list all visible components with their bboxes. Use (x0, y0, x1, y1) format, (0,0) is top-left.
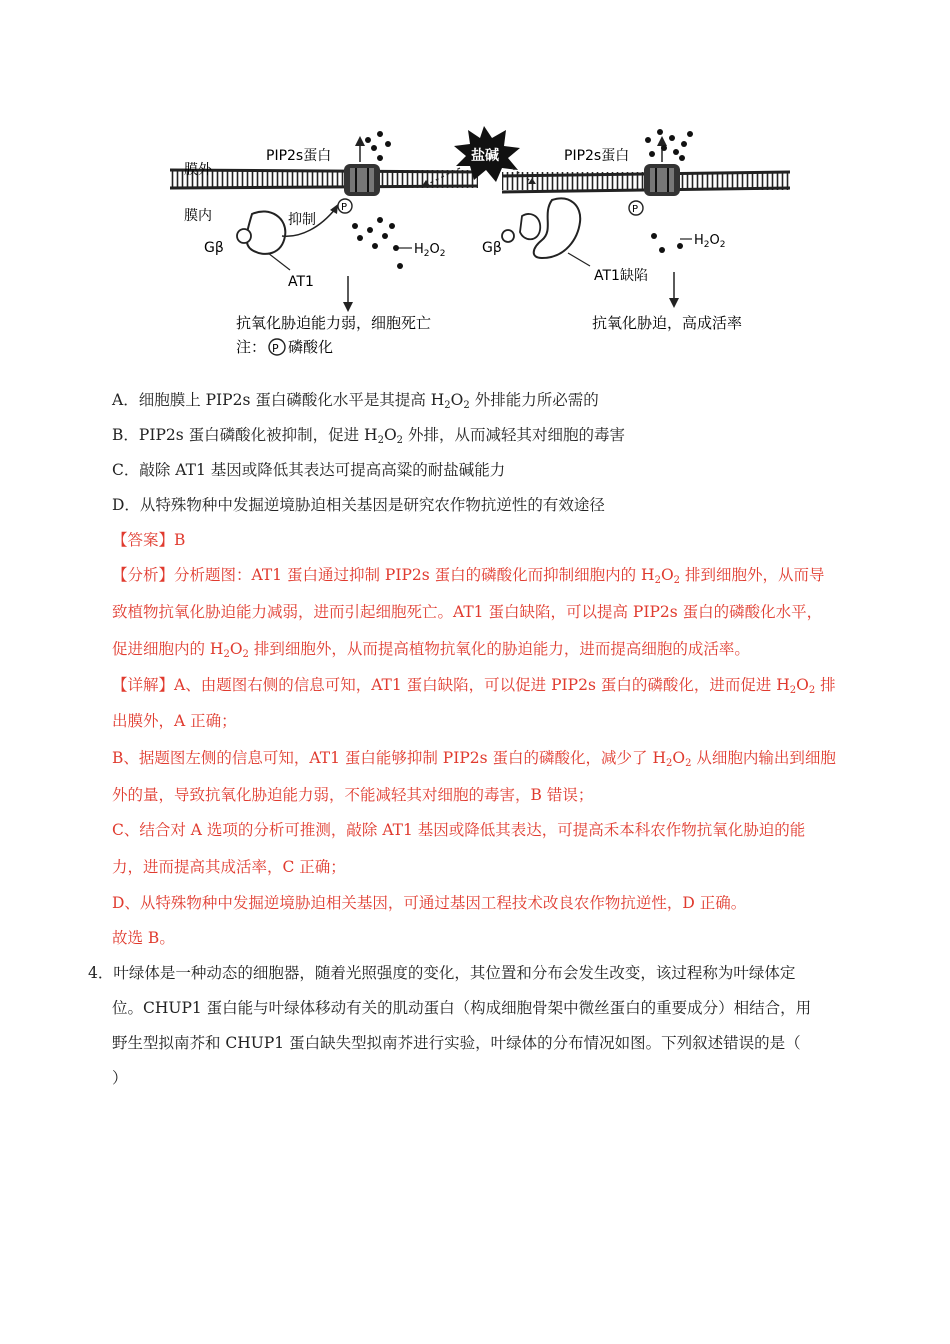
q4-line-2: 位。CHUP1 蛋白能与叶绿体移动有关的肌动蛋白（构成细胞骨架中微丝蛋白的重要成分）相结合，用 (112, 999, 812, 1017)
salt-alkali-label: 盐碱 (471, 148, 499, 164)
svg-text:P: P (272, 342, 279, 355)
q4-line-1: 4．叶绿体是一种动态的细胞器，随着光照强度的变化，其位置和分布会发生改变，该过程称为叶绿体定 (88, 964, 796, 982)
result-left-label: 抗氧化胁迫能力弱，细胞死亡 (236, 314, 432, 332)
gbeta-label-right: Gβ (482, 240, 502, 256)
detail-b-line-2: 外的量，导致抗氧化胁迫能力弱，不能减轻其对细胞的毒害，B 错误； (112, 786, 594, 804)
option-a: A．细胞膜上 PIP2s 蛋白磷酸化水平是其提高 $H_2O_2$ 外排能力所必需的 (112, 391, 599, 411)
inhibit-label: 抑制 (288, 212, 316, 228)
pip2s-channel-right (644, 164, 680, 196)
h2o2-label-right: $H_2O_2$ (694, 233, 726, 250)
pip2s-channel-left (344, 164, 380, 196)
gbeta-label-left: Gβ (204, 240, 224, 256)
detail-choose: 故选 B。 (112, 929, 175, 947)
h2o2-dots-left-outside (365, 131, 391, 161)
at1-protein-left (247, 211, 286, 253)
option-c: C．敲除 AT1 基因或降低其表达可提高高粱的耐盐碱能力 (112, 461, 506, 479)
inside-label: 膜内 (184, 208, 212, 224)
detail-d-line-1: D、从特殊物种中发掘逆境胁迫相关基因，可通过基因工程技术改良农作物抗逆性，D 正确。 (112, 894, 747, 912)
q4-line-3: 野生型拟南芥和 CHUP1 蛋白缺失型拟南芥进行实验，叶绿体的分布情况如图。下列叙述错误的是（ (112, 1034, 801, 1052)
gbeta-right (502, 230, 514, 242)
h2o2-dots-right-inside (651, 233, 683, 253)
p-mark-right: P (632, 204, 639, 215)
h2o2-dots-right-outside (645, 129, 693, 161)
option-d: D．从特殊物种中发掘逆境胁迫相关基因是研究农作物抗逆性的有效途径 (112, 496, 605, 514)
membrane-left (170, 170, 478, 188)
detail-a-line-1: 【详解】A、由题图右侧的信息可知，AT1 蛋白缺陷，可以促进 PIP2s 蛋白的磷酸化，进而促进 $H_2O_2$ 排 (112, 676, 836, 696)
analysis-line-3: 促进细胞内的 $H_2O_2$ 排到细胞外，从而提高植物抗氧化的胁迫能力，进而提高细胞的成活率。 (112, 640, 750, 660)
at1-label: AT1 (288, 274, 314, 290)
h2o2-label-left: $H_2O_2$ (414, 242, 446, 259)
result-right-label: 抗氧化胁迫，高成活率 (592, 314, 743, 332)
h2o2-dots-left-inside (352, 217, 403, 269)
outside-label: 膜外 (184, 162, 212, 178)
detail-a-line-2: 出膜外，A 正确； (112, 712, 237, 730)
at1-defect-label: AT1缺陷 (594, 268, 648, 284)
q4-line-4: ） (112, 1069, 128, 1087)
note-prefix: 注： (236, 338, 267, 356)
analysis-line-2: 致植物抗氧化胁迫能力减弱，进而引起细胞死亡。AT1 蛋白缺陷，可以提高 PIP2s 蛋白的磷酸化水平， (112, 603, 823, 621)
detail-b-line-1: B、据题图左侧的信息可知，AT1 蛋白能够抑制 PIP2s 蛋白的磷酸化，减少了 $H_2O_2$ 从细胞内输出到细胞 (112, 749, 836, 769)
detail-c-line-1: C、结合对 A 选项的分析可推测，敲除 AT1 基因或降低其表达，可提高禾本科农作物抗氧化胁迫的能 (112, 821, 806, 839)
note-suffix: 磷酸化 (288, 338, 334, 356)
pip2s-label-right: PIP2s蛋白 (564, 148, 630, 164)
option-b: B．PIP2s 蛋白磷酸化被抑制，促进 $H_2O_2$ 外排，从而减轻其对细胞的毒害 (112, 426, 625, 446)
pip2s-label-left: PIP2s蛋白 (266, 148, 332, 164)
answer: 【答案】B (112, 531, 186, 549)
membrane-diagram (170, 118, 790, 368)
analysis-line-1: 【分析】分析题图：AT1 蛋白通过抑制 PIP2s 蛋白的磷酸化而抑制细胞内的 $H_2O_2$ 排到细胞外，从而导 (112, 566, 825, 586)
p-mark-left: P (341, 202, 348, 213)
detail-c-line-2: 力，进而提高其成活率，C 正确； (112, 858, 346, 876)
gbeta-left (237, 229, 251, 243)
